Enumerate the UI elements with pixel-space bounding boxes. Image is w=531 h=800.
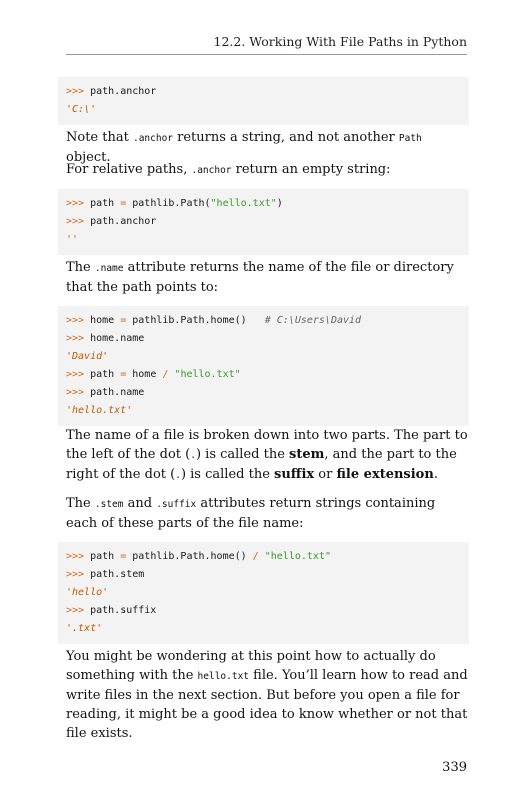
running-header: 12.2. Working With File Paths in Python (213, 34, 467, 49)
header-rule (66, 54, 467, 55)
code-line: path.anchor (90, 86, 157, 97)
paragraph-file-exists: You might be wondering at this point how to actually do something with the hello.txt file. You’ll learn how to read and write files in the next section. But before you open a file for reading, it might be a good idea to know whether or not that file exists. (66, 649, 468, 741)
paragraph-stem-suffix-attributes: The .stem and .suffix attributes return strings containing each of these parts of the file name: (66, 496, 436, 531)
prompt: >>> (66, 86, 85, 97)
code-block-relative: >>> path = pathlib.Path("hello.txt") >>> path.anchor '' (58, 189, 469, 255)
paragraph-relative-paths: For relative paths, .anchor return an empty string: (66, 162, 391, 177)
paragraph-name-attribute: The .name attribute returns the name of the file or directory that the path points to: (66, 260, 454, 295)
code-output: 'C:\' (66, 104, 97, 115)
paragraph-stem-suffix: The name of a file is broken down into two parts. The part to the left of the dot (.) is called the stem, and the part to the right of the dot (.) is called the suffix or file extension. (66, 428, 468, 482)
code-block-anchor (58, 77, 469, 125)
page-number: 339 (442, 760, 467, 775)
paragraph-anchor-note: Note that .anchor returns a string, and not another Path object. (66, 130, 422, 165)
code-block-name: >>> home = pathlib.Path.home() # C:\Users\David >>> home.name 'David' >>> path = home / "hello.txt" >>> path.name 'hello.txt' (58, 306, 469, 426)
code-block-stem-suffix: >>> path = pathlib.Path.home() / "hello.txt" >>> path.stem 'hello' >>> path.suffix '.txt' (58, 542, 469, 644)
